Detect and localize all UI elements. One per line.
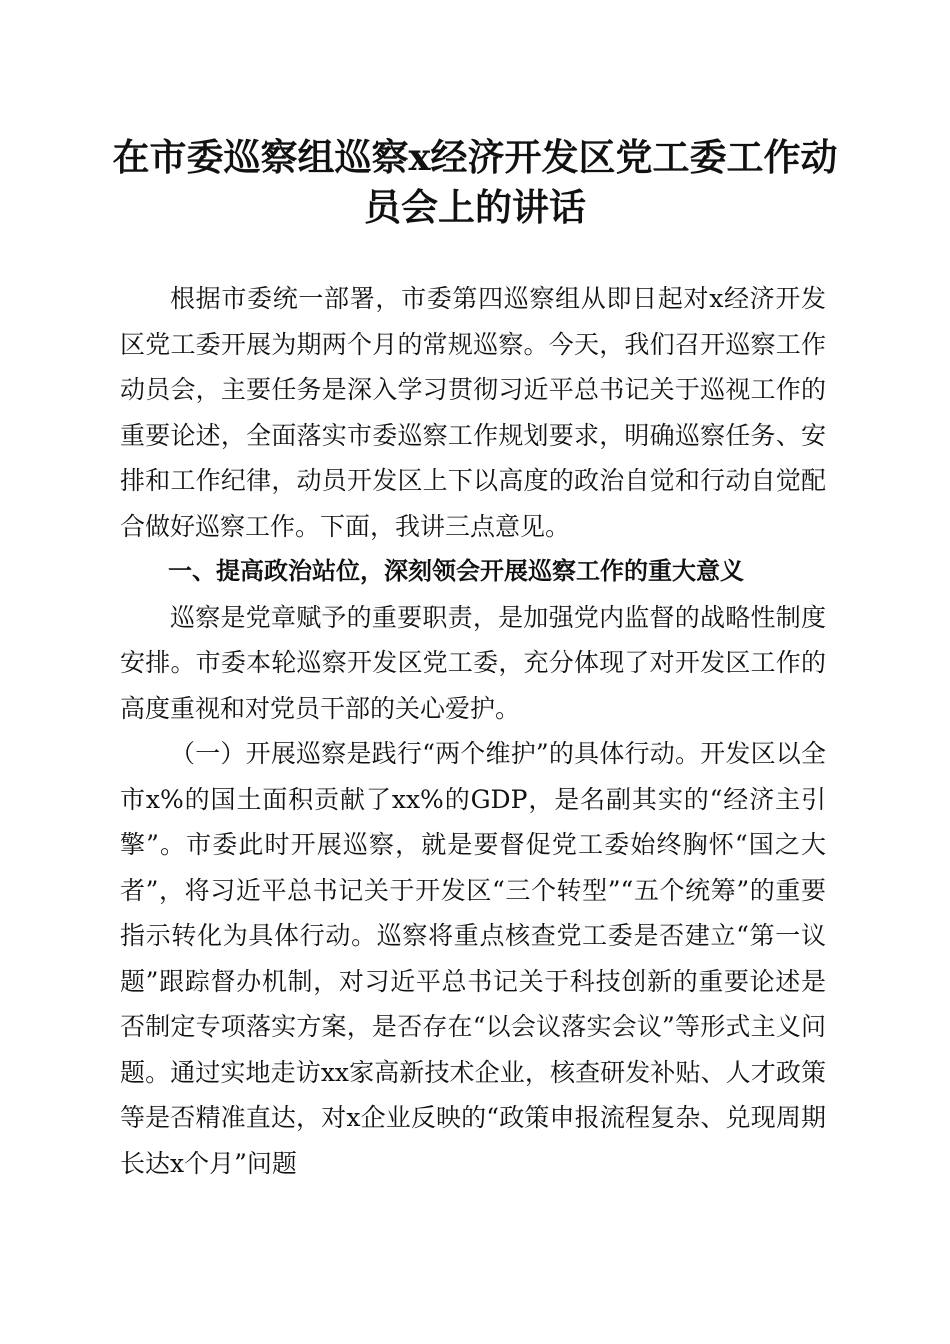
paragraph-subsection-1: （一）开展巡察是践行“两个维护”的具体行动。开发区以全市x%的国土面积贡献了xx%的GDP，是名副其实的“经济主引擎”。市委此时开展巡察，就是要督促党工委始终胸怀“国之大者”，将习近平总书记关于开发区“三个转型”“五个统筹”的重要指示转化为具体行动。巡察将重点核查党工委是否建立“第一议题”跟踪督办机制，对习近平总书记关于科技创新的重要论述是否制定专项落实方案，是否存在“以会议落实会议”等形式主义问题。通过实地走访xx家高新技术企业，核查研发补贴、人才政策等是否精准直达，对x企业反映的“政策申报流程复杂、兑现周期长达x个月”问题	[120, 739, 826, 1178]
document-body	[120, 276, 826, 1186]
section-heading-1: 一、提高政治站位，深刻领会开展巡察工作的重大意义	[168, 557, 744, 585]
paragraph-intro: 根据市委统一部署，市委第四巡察组从即日起对x经济开发区党工委开展为期两个月的常规巡察。今天，我们召开巡察工作动员会，主要任务是深入学习贯彻习近平总书记关于巡视工作的重要论述，全面落实市委巡察工作规划要求，明确巡察任务、安排和工作纪律，动员开发区上下以高度的政治自觉和行动自觉配合做好巡察工作。下面，我讲三点意见。	[120, 284, 826, 541]
paragraph-section-1-intro: 巡察是党章赋予的重要职责，是加强党内监督的战略性制度安排。市委本轮巡察开发区党工委，充分体现了对开发区工作的高度重视和对党员干部的关心爱护。	[120, 602, 826, 723]
page-title: 在市委巡察组巡察x经济开发区党工委工作动员会上的讲话	[112, 135, 838, 229]
